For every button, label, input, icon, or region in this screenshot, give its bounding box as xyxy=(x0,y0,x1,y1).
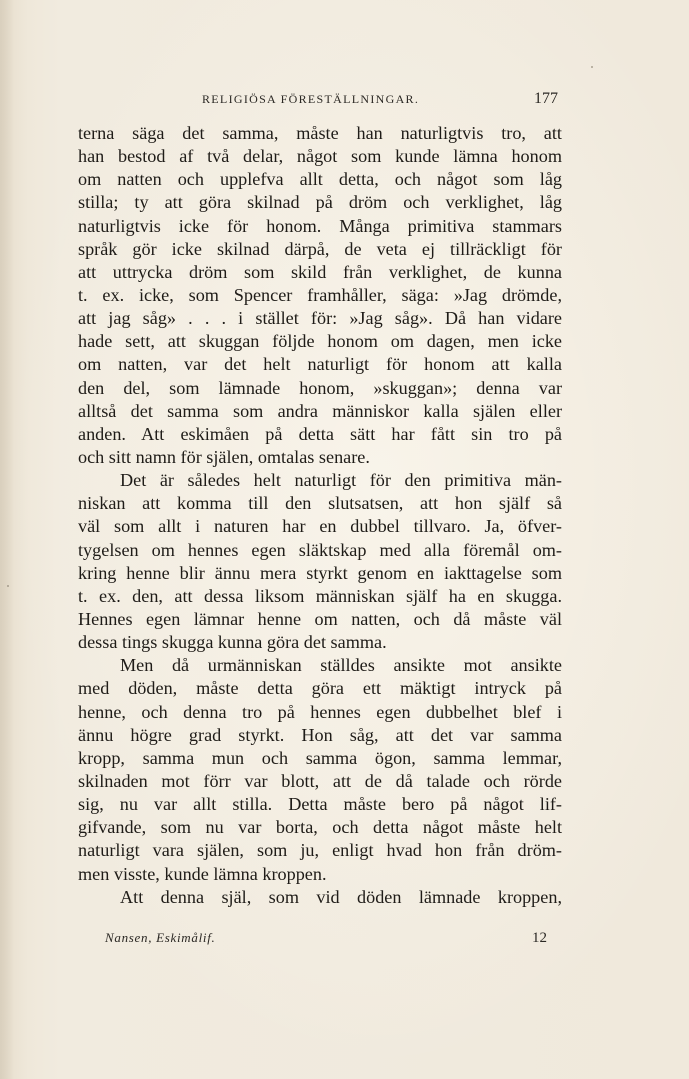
text-line: den del, som lämnade honom, »skuggan»; denna var xyxy=(78,377,562,398)
running-head xyxy=(78,92,562,112)
text-line: väl som allt i naturen har en dubbel tillvaro. Ja, öfver- xyxy=(78,516,562,537)
text-line: kring henne blir ännu mera styrkt genom en iakttagelse som xyxy=(78,562,562,583)
signature-mark: Nansen, Eskimålif. xyxy=(105,930,216,945)
text-line: henne, och denna tro på hennes egen dubbelhet blef i xyxy=(78,701,562,722)
text-line: gifvande, som nu var borta, och detta något måste helt xyxy=(78,817,562,838)
text-line: Att denna själ, som vid döden lämnade kroppen, xyxy=(120,886,562,907)
paper-speck xyxy=(591,66,593,68)
text-line: att uttrycka dröm som skild från verklighet, de kunna xyxy=(78,261,562,282)
text-line: dessa tings skugga kunna göra det samma. xyxy=(78,632,387,653)
text-line: Men då urmänniskan ställdes ansikte mot ansikte xyxy=(120,655,562,676)
text-line: t. ex. icke, som Spencer framhåller, säga: »Jag drömde, xyxy=(78,284,562,305)
page-footer xyxy=(105,930,547,950)
page-binding-shadow xyxy=(0,0,14,1079)
text-line: stilla; ty att göra skilnad på dröm och verklighet, låg xyxy=(78,192,562,213)
body-text xyxy=(78,122,562,909)
text-line: anden. Att eskimåen på detta sätt har fått sin tro på xyxy=(78,423,562,444)
sheet-number: 12 xyxy=(532,930,547,946)
text-line: naturligtvis icke för honom. Många primitiva stammars xyxy=(78,215,562,236)
text-line: hade sett, att skuggan följde honom om dagen, men icke xyxy=(78,331,562,352)
text-line: med döden, måste detta göra ett mäktigt intryck på xyxy=(78,678,562,699)
text-line: Det är således helt naturligt för den primitiva män- xyxy=(120,470,562,491)
text-line: naturligt vara själen, som ju, enligt hvad hon från dröm- xyxy=(78,840,562,861)
text-line: om natten, var det helt naturligt för honom att kalla xyxy=(78,354,562,375)
text-line: men visste, kunde lämna kroppen. xyxy=(78,863,327,884)
text-line: alltså det samma som andra människor kalla själen eller xyxy=(78,400,562,421)
text-line: terna säga det samma, måste han naturligtvis tro, att xyxy=(78,123,562,143)
text-line: om natten och upplefva allt detta, och något som låg xyxy=(78,169,562,190)
text-line: skilnaden mot förr var blott, att de då talade och rörde xyxy=(78,770,562,791)
text-line: niskan att komma till den slutsatsen, att hon själf så xyxy=(78,493,562,514)
running-title: RELIGIÖSA FÖRESTÄLLNINGAR. xyxy=(202,92,420,106)
page-number: 177 xyxy=(534,90,558,107)
paper-speck xyxy=(7,585,9,587)
text-line: ännu högre grad styrkt. Hon såg, att det var samma xyxy=(78,724,562,745)
text-line: kropp, samma mun och samma ögon, samma lemmar, xyxy=(78,747,562,768)
text-line: och sitt namn för själen, omtalas senare. xyxy=(78,446,370,467)
text-line: Hennes egen lämnar henne om natten, och då måste väl xyxy=(78,608,562,629)
text-line: sig, nu var allt stilla. Detta måste bero på något lif- xyxy=(78,794,562,815)
text-line: språk gör icke skilnad därpå, de veta ej tillräckligt för xyxy=(78,238,562,259)
text-line: att jag såg» . . . i stället för: »Jag såg». Då han vidare xyxy=(78,308,562,329)
text-line: t. ex. den, att dessa liksom människan själf ha en skugga. xyxy=(78,585,562,606)
text-line: tygelsen om hennes egen släktskap med alla föremål om- xyxy=(78,539,562,560)
text-line: han bestod af två delar, något som kunde lämna honom xyxy=(78,146,562,167)
